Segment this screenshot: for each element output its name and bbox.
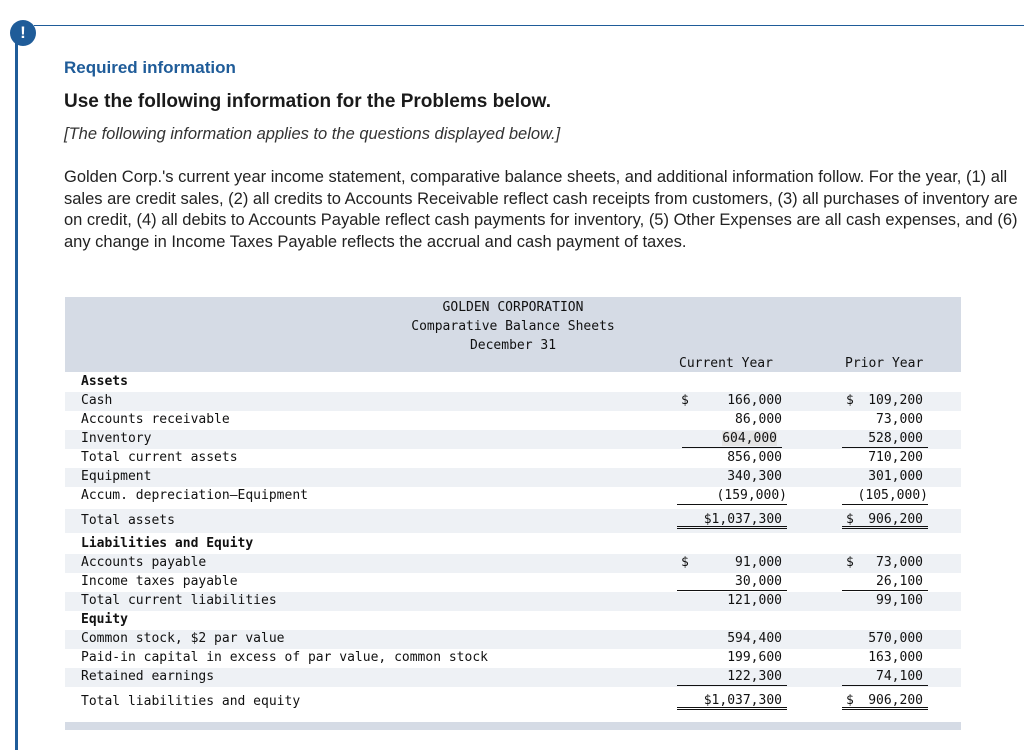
table-header bbox=[65, 297, 961, 372]
row-label: Retained earnings bbox=[81, 669, 215, 684]
amount: 99,100 bbox=[876, 593, 923, 608]
row-label: Total assets bbox=[81, 513, 175, 528]
row-label: Liabilities and Equity bbox=[81, 536, 254, 551]
amount: 199,600 bbox=[727, 650, 782, 665]
table-row-cash bbox=[65, 392, 961, 411]
current-year-value bbox=[677, 512, 787, 529]
amount: 163,000 bbox=[868, 650, 923, 665]
amount: 594,400 bbox=[727, 631, 782, 646]
amount: 30,000 bbox=[735, 574, 782, 589]
exclamation-icon: ! bbox=[10, 20, 36, 46]
amount: 74,100 bbox=[876, 669, 923, 684]
row-label: Accounts receivable bbox=[81, 412, 230, 427]
prior-year-value bbox=[842, 512, 928, 529]
current-year-value bbox=[677, 450, 787, 467]
row-label: Paid-in capital in excess of par value, common stock bbox=[81, 650, 488, 665]
table-row-accum-depreciation bbox=[65, 487, 961, 506]
table-row-total-current-assets bbox=[65, 449, 961, 468]
current-year-value bbox=[677, 412, 787, 429]
table-row-total-assets bbox=[65, 509, 961, 533]
balance-sheet-table bbox=[65, 297, 961, 730]
table-row-income-taxes-payable bbox=[65, 573, 961, 592]
row-label: Total liabilities and equity bbox=[81, 694, 301, 709]
amount: 856,000 bbox=[727, 450, 782, 465]
amount: $1,037,300 bbox=[703, 693, 782, 708]
prior-year-value bbox=[842, 669, 928, 686]
amount: 91,000 bbox=[735, 555, 782, 570]
current-year-value bbox=[677, 393, 787, 410]
current-year-value bbox=[677, 488, 787, 505]
prior-year-value bbox=[842, 593, 928, 610]
amount: 109,200 bbox=[868, 393, 923, 408]
current-year-value bbox=[677, 650, 787, 667]
row-label: Total current liabilities bbox=[81, 593, 277, 608]
left-accent-bar bbox=[15, 35, 18, 750]
company-name: GOLDEN CORPORATION bbox=[442, 300, 584, 315]
prior-year-value bbox=[842, 555, 928, 572]
row-label: Assets bbox=[81, 374, 128, 389]
row-label: Inventory bbox=[81, 431, 152, 446]
current-year-value bbox=[682, 431, 782, 448]
problem-description: Golden Corp.'s current year income statement, comparative balance sheets, and additional information follow. For the year, (1) all sales are credit sales, (2) all credits to Accounts Receivable reflect cash receipts from customers, (3) all purchases of inventory are on credit, (4) all debits to Accounts Payable reflect cash payments for inventory, (5) Other Expenses are all cash expenses, and (6) any change in Income Taxes Payable reflects the accrual and cash payment of taxes. bbox=[64, 168, 1018, 251]
instructions-heading: Use the following information for the Problems below. bbox=[64, 91, 551, 112]
top-divider bbox=[34, 25, 1024, 26]
table-footer-bar bbox=[65, 722, 961, 730]
prior-year-value bbox=[842, 574, 928, 591]
amount: 710,200 bbox=[868, 450, 923, 465]
amount: 122,300 bbox=[727, 669, 782, 684]
amount: 301,000 bbox=[868, 469, 923, 484]
row-label: Accum. depreciation—Equipment bbox=[81, 488, 308, 503]
dollar-sign: $ bbox=[846, 555, 854, 570]
prior-year-value bbox=[842, 469, 928, 486]
prior-year-value bbox=[842, 650, 928, 667]
table-row-accounts-payable bbox=[65, 554, 961, 573]
current-year-value bbox=[677, 593, 787, 610]
prior-year-value bbox=[842, 631, 928, 648]
table-row-retained-earnings bbox=[65, 668, 961, 687]
table-row-liabilities-and-equity bbox=[65, 535, 961, 554]
amount: 604,000 bbox=[722, 431, 777, 446]
table-row-assets bbox=[65, 373, 961, 392]
prior-year-value bbox=[842, 450, 928, 467]
statement-date: December 31 bbox=[469, 338, 557, 353]
applies-note: [The following information applies to the questions displayed below.] bbox=[64, 125, 561, 143]
row-label: Equipment bbox=[81, 469, 152, 484]
row-label: Cash bbox=[81, 393, 113, 408]
current-year-value bbox=[677, 631, 787, 648]
table-row-common-stock bbox=[65, 630, 961, 649]
prior-year-value bbox=[842, 393, 928, 410]
dollar-sign: $ bbox=[681, 393, 689, 408]
prior-year-value bbox=[842, 412, 928, 429]
row-label: Income taxes payable bbox=[81, 574, 238, 589]
amount: 73,000 bbox=[876, 412, 923, 427]
amount: 73,000 bbox=[876, 555, 923, 570]
amount: 86,000 bbox=[735, 412, 782, 427]
table-row-inventory bbox=[65, 430, 961, 449]
amount: 906,200 bbox=[868, 693, 923, 708]
amount: 340,300 bbox=[727, 469, 782, 484]
amount: 528,000 bbox=[868, 431, 923, 446]
row-label: Total current assets bbox=[81, 450, 238, 465]
row-label: Equity bbox=[81, 612, 128, 627]
prior-year-value bbox=[842, 693, 928, 710]
table-row-total-current-liabilities bbox=[65, 592, 961, 611]
amount: 26,100 bbox=[876, 574, 923, 589]
required-information-heading: Required information bbox=[64, 58, 236, 77]
amount: 166,000 bbox=[727, 393, 782, 408]
prior-year-value bbox=[842, 488, 928, 505]
current-year-value bbox=[677, 469, 787, 486]
amount: 906,200 bbox=[868, 512, 923, 527]
table-row-total-liabilities-and-equity bbox=[65, 690, 961, 714]
column-header-prior-year: Prior Year bbox=[845, 356, 924, 371]
current-year-value bbox=[677, 693, 787, 710]
current-year-value bbox=[677, 555, 787, 572]
amount: $1,037,300 bbox=[703, 512, 782, 527]
current-year-value bbox=[677, 669, 787, 686]
amount: (159,000) bbox=[716, 488, 787, 503]
dollar-sign: $ bbox=[846, 693, 854, 708]
row-label: Accounts payable bbox=[81, 555, 207, 570]
dollar-sign: $ bbox=[681, 555, 689, 570]
prior-year-value bbox=[842, 431, 928, 448]
statement-title: Comparative Balance Sheets bbox=[411, 319, 615, 334]
table-row-paid-in-capital bbox=[65, 649, 961, 668]
row-label: Common stock, $2 par value bbox=[81, 631, 285, 646]
table-row-equipment bbox=[65, 468, 961, 487]
current-year-value bbox=[677, 574, 787, 591]
table-row-equity bbox=[65, 611, 961, 630]
dollar-sign: $ bbox=[846, 393, 854, 408]
column-header-current-year: Current Year bbox=[679, 356, 773, 371]
amount: 570,000 bbox=[868, 631, 923, 646]
table-row-accounts-receivable bbox=[65, 411, 961, 430]
amount: (105,000) bbox=[857, 488, 928, 503]
amount: 121,000 bbox=[727, 593, 782, 608]
dollar-sign: $ bbox=[846, 512, 854, 527]
